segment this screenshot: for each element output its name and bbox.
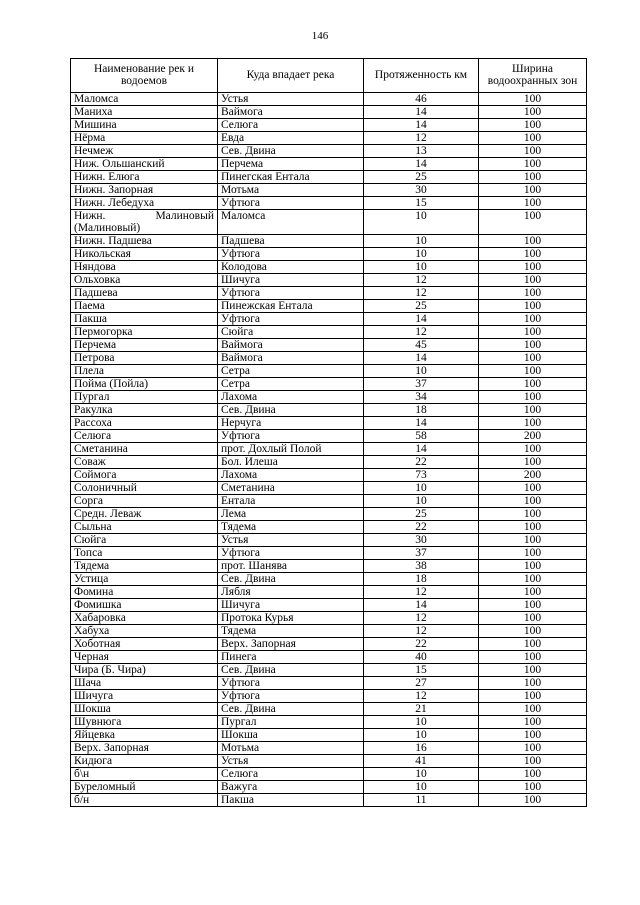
- cell-zone-width: 100: [479, 521, 587, 534]
- cell-river-name: Петрова: [71, 352, 218, 365]
- cell-length: 18: [364, 404, 479, 417]
- cell-outflow: Лахома: [218, 469, 364, 482]
- cell-zone-width: 100: [479, 274, 587, 287]
- cell-river-name: Соваж: [71, 456, 218, 469]
- table-row: [71, 599, 587, 612]
- cell-length: 40: [364, 651, 479, 664]
- cell-length: 12: [364, 287, 479, 300]
- header-zone-width: Ширина водоохранных зон: [479, 59, 587, 93]
- cell-zone-width: 100: [479, 794, 587, 807]
- cell-river-name: Буреломный: [71, 781, 218, 794]
- cell-outflow: Колодова: [218, 261, 364, 274]
- cell-length: 10: [364, 365, 479, 378]
- cell-outflow: Бол. Илеша: [218, 456, 364, 469]
- cell-length: 10: [364, 235, 479, 248]
- cell-river-name: Нижн. Лебедуха: [71, 197, 218, 210]
- cell-river-name: Няндова: [71, 261, 218, 274]
- table-row: [71, 119, 587, 132]
- table-row: [71, 197, 587, 210]
- cell-zone-width: 100: [479, 365, 587, 378]
- cell-river-name: Солоничный: [71, 482, 218, 495]
- cell-length: 38: [364, 560, 479, 573]
- cell-length: 22: [364, 521, 479, 534]
- cell-outflow: Важуга: [218, 781, 364, 794]
- cell-outflow: Ваймога: [218, 339, 364, 352]
- cell-outflow: Устья: [218, 93, 364, 106]
- cell-outflow: Сетра: [218, 378, 364, 391]
- cell-river-name: Верх. Запорная: [71, 742, 218, 755]
- cell-river-name: Пакша: [71, 313, 218, 326]
- table-row: [71, 521, 587, 534]
- page-number: 146: [311, 30, 329, 42]
- cell-outflow: Пинегская Ентала: [218, 171, 364, 184]
- table-row: [71, 391, 587, 404]
- table-row: [71, 352, 587, 365]
- cell-river-name: Соймога: [71, 469, 218, 482]
- cell-zone-width: 100: [479, 781, 587, 794]
- cell-outflow: прот. Шанява: [218, 560, 364, 573]
- cell-zone-width: 100: [479, 235, 587, 248]
- table-row: [71, 703, 587, 716]
- cell-zone-width: 100: [479, 339, 587, 352]
- cell-river-name: Сыльна: [71, 521, 218, 534]
- cell-outflow: Пургал: [218, 716, 364, 729]
- table-row: [71, 690, 587, 703]
- cell-zone-width: 100: [479, 119, 587, 132]
- cell-river-name: Маломса: [71, 93, 218, 106]
- cell-length: 14: [364, 599, 479, 612]
- cell-zone-width: 100: [479, 482, 587, 495]
- cell-length: 30: [364, 184, 479, 197]
- cell-zone-width: 100: [479, 729, 587, 742]
- cell-outflow: Сев. Двина: [218, 573, 364, 586]
- cell-length: 15: [364, 197, 479, 210]
- cell-length: 15: [364, 664, 479, 677]
- table-row: [71, 404, 587, 417]
- cell-zone-width: 100: [479, 703, 587, 716]
- cell-outflow: Пакша: [218, 794, 364, 807]
- cell-river-name: Сюйга: [71, 534, 218, 547]
- cell-length: 10: [364, 768, 479, 781]
- cell-river-name: Рассоха: [71, 417, 218, 430]
- cell-zone-width: 100: [479, 197, 587, 210]
- cell-length: 14: [364, 119, 479, 132]
- table-row: [71, 417, 587, 430]
- cell-length: 10: [364, 781, 479, 794]
- table-row: [71, 443, 587, 456]
- cell-zone-width: 100: [479, 313, 587, 326]
- cell-length: 14: [364, 106, 479, 119]
- table-row: [71, 326, 587, 339]
- cell-outflow: Сметанина: [218, 482, 364, 495]
- table-row: [71, 716, 587, 729]
- cell-zone-width: 100: [479, 378, 587, 391]
- table-row: [71, 132, 587, 145]
- cell-length: 16: [364, 742, 479, 755]
- cell-zone-width: 100: [479, 612, 587, 625]
- table-row: [71, 274, 587, 287]
- cell-length: 22: [364, 456, 479, 469]
- cell-river-name: Нижн. Падшева: [71, 235, 218, 248]
- cell-zone-width: 100: [479, 560, 587, 573]
- cell-outflow: Уфтюга: [218, 690, 364, 703]
- cell-zone-width: 100: [479, 599, 587, 612]
- cell-length: 27: [364, 677, 479, 690]
- cell-outflow: Пинега: [218, 651, 364, 664]
- cell-length: 37: [364, 547, 479, 560]
- cell-outflow: Пинежская Ентала: [218, 300, 364, 313]
- table-row: [71, 248, 587, 261]
- cell-zone-width: 100: [479, 300, 587, 313]
- cell-zone-width: 100: [479, 417, 587, 430]
- cell-zone-width: 100: [479, 158, 587, 171]
- cell-outflow: Маломса: [218, 210, 364, 235]
- cell-zone-width: 100: [479, 547, 587, 560]
- cell-river-name: Шокша: [71, 703, 218, 716]
- cell-river-name: Топса: [71, 547, 218, 560]
- table-body: [71, 93, 587, 807]
- cell-length: 12: [364, 326, 479, 339]
- cell-river-name: Маниха: [71, 106, 218, 119]
- table-row: [71, 210, 587, 235]
- table-row: [71, 365, 587, 378]
- table-row: [71, 456, 587, 469]
- cell-river-name: Паема: [71, 300, 218, 313]
- cell-outflow: Шокша: [218, 729, 364, 742]
- table-row: [71, 768, 587, 781]
- cell-zone-width: 100: [479, 261, 587, 274]
- cell-river-name: Кидюга: [71, 755, 218, 768]
- table-row: [71, 794, 587, 807]
- cell-length: 25: [364, 508, 479, 521]
- table-row: [71, 313, 587, 326]
- cell-river-name: Мишина: [71, 119, 218, 132]
- table-row: [71, 339, 587, 352]
- table-row: [71, 378, 587, 391]
- cell-zone-width: 100: [479, 716, 587, 729]
- cell-zone-width: 200: [479, 430, 587, 443]
- cell-length: 11: [364, 794, 479, 807]
- cell-zone-width: 100: [479, 210, 587, 235]
- cell-river-name: Ракулка: [71, 404, 218, 417]
- cell-outflow: Ваймога: [218, 352, 364, 365]
- table-row: [71, 145, 587, 158]
- table-row: [71, 547, 587, 560]
- cell-river-name: Чира (Б. Чира): [71, 664, 218, 677]
- cell-zone-width: 100: [479, 742, 587, 755]
- rivers-table: [70, 58, 587, 807]
- cell-zone-width: 100: [479, 352, 587, 365]
- cell-zone-width: 100: [479, 534, 587, 547]
- cell-outflow: Селюга: [218, 119, 364, 132]
- cell-length: 10: [364, 210, 479, 235]
- table-row: [71, 651, 587, 664]
- cell-length: 12: [364, 690, 479, 703]
- cell-zone-width: 100: [479, 456, 587, 469]
- cell-outflow: Падшева: [218, 235, 364, 248]
- cell-river-name: б/н: [71, 794, 218, 807]
- table-row: [71, 171, 587, 184]
- cell-length: 73: [364, 469, 479, 482]
- cell-length: 58: [364, 430, 479, 443]
- cell-zone-width: 100: [479, 287, 587, 300]
- cell-zone-width: 100: [479, 326, 587, 339]
- cell-outflow: Шичуга: [218, 274, 364, 287]
- cell-length: 12: [364, 274, 479, 287]
- cell-river-name: Нижн. Запорная: [71, 184, 218, 197]
- table-row: [71, 781, 587, 794]
- cell-length: 10: [364, 261, 479, 274]
- cell-outflow: Мотьма: [218, 184, 364, 197]
- table-row: [71, 261, 587, 274]
- cell-outflow: Уфтюга: [218, 287, 364, 300]
- cell-river-name: Хабуха: [71, 625, 218, 638]
- cell-outflow: Мотьма: [218, 742, 364, 755]
- cell-zone-width: 100: [479, 664, 587, 677]
- cell-river-name: Шувнюга: [71, 716, 218, 729]
- cell-length: 21: [364, 703, 479, 716]
- cell-river-name: Нижн. Елюга: [71, 171, 218, 184]
- cell-river-name: Фомишка: [71, 599, 218, 612]
- cell-zone-width: 100: [479, 171, 587, 184]
- cell-length: 14: [364, 417, 479, 430]
- cell-river-name: Шача: [71, 677, 218, 690]
- table-header: [71, 59, 587, 93]
- table-row: [71, 664, 587, 677]
- cell-length: 14: [364, 313, 479, 326]
- table-row: [71, 287, 587, 300]
- table-row: [71, 184, 587, 197]
- table-row: [71, 93, 587, 106]
- cell-river-name: Ольховка: [71, 274, 218, 287]
- table-row: [71, 560, 587, 573]
- cell-outflow: Уфтюга: [218, 547, 364, 560]
- cell-length: 12: [364, 132, 479, 145]
- cell-length: 14: [364, 352, 479, 365]
- cell-outflow: Лябля: [218, 586, 364, 599]
- cell-length: 10: [364, 495, 479, 508]
- table-row: [71, 612, 587, 625]
- cell-zone-width: 100: [479, 93, 587, 106]
- cell-river-name: Плела: [71, 365, 218, 378]
- table-row: [71, 677, 587, 690]
- cell-river-name: Средн. Леваж: [71, 508, 218, 521]
- cell-length: 45: [364, 339, 479, 352]
- cell-river-name: Фомина: [71, 586, 218, 599]
- cell-river-name: Хабаровка: [71, 612, 218, 625]
- cell-length: 46: [364, 93, 479, 106]
- cell-river-name: Нёрма: [71, 132, 218, 145]
- cell-river-name: Нижн. Малиновый (Малиновый): [71, 210, 218, 235]
- table-row: [71, 430, 587, 443]
- cell-river-name: Черная: [71, 651, 218, 664]
- cell-length: 34: [364, 391, 479, 404]
- cell-outflow: Ваймога: [218, 106, 364, 119]
- cell-length: 12: [364, 625, 479, 638]
- cell-length: 25: [364, 171, 479, 184]
- cell-length: 12: [364, 612, 479, 625]
- cell-river-name: Пойма (Пойла): [71, 378, 218, 391]
- cell-length: 37: [364, 378, 479, 391]
- cell-river-name: Устица: [71, 573, 218, 586]
- cell-length: 25: [364, 300, 479, 313]
- cell-outflow: Уфтюга: [218, 313, 364, 326]
- cell-zone-width: 100: [479, 651, 587, 664]
- cell-zone-width: 100: [479, 495, 587, 508]
- cell-outflow: Сев. Двина: [218, 145, 364, 158]
- cell-outflow: Ентала: [218, 495, 364, 508]
- cell-outflow: Сев. Двина: [218, 404, 364, 417]
- cell-length: 14: [364, 443, 479, 456]
- cell-outflow: Лема: [218, 508, 364, 521]
- cell-outflow: Верх. Запорная: [218, 638, 364, 651]
- table-row: [71, 755, 587, 768]
- cell-river-name: Перчема: [71, 339, 218, 352]
- cell-zone-width: 100: [479, 508, 587, 521]
- cell-outflow: Сетра: [218, 365, 364, 378]
- cell-zone-width: 100: [479, 573, 587, 586]
- cell-zone-width: 100: [479, 132, 587, 145]
- cell-river-name: Нечмеж: [71, 145, 218, 158]
- cell-river-name: Никольская: [71, 248, 218, 261]
- cell-zone-width: 100: [479, 677, 587, 690]
- cell-outflow: Устья: [218, 534, 364, 547]
- cell-river-name: Хоботная: [71, 638, 218, 651]
- cell-river-name: Яйцевка: [71, 729, 218, 742]
- cell-outflow: Уфтюга: [218, 248, 364, 261]
- cell-length: 13: [364, 145, 479, 158]
- cell-river-name: Падшева: [71, 287, 218, 300]
- table-row: [71, 235, 587, 248]
- cell-zone-width: 100: [479, 443, 587, 456]
- cell-length: 12: [364, 586, 479, 599]
- table-row: [71, 106, 587, 119]
- cell-zone-width: 100: [479, 184, 587, 197]
- cell-zone-width: 100: [479, 755, 587, 768]
- cell-outflow: Сев. Двина: [218, 664, 364, 677]
- cell-river-name: Селюга: [71, 430, 218, 443]
- table-row: [71, 625, 587, 638]
- cell-outflow: Лахома: [218, 391, 364, 404]
- cell-outflow: Сюйга: [218, 326, 364, 339]
- cell-river-name: Ниж. Ольшанский: [71, 158, 218, 171]
- cell-outflow: Устья: [218, 755, 364, 768]
- cell-outflow: Нерчуга: [218, 417, 364, 430]
- cell-zone-width: 100: [479, 404, 587, 417]
- cell-outflow: Евда: [218, 132, 364, 145]
- cell-river-name: б\н: [71, 768, 218, 781]
- table-row: [71, 300, 587, 313]
- cell-outflow: Уфтюга: [218, 430, 364, 443]
- table-row: [71, 158, 587, 171]
- cell-length: 22: [364, 638, 479, 651]
- table-row: [71, 469, 587, 482]
- cell-river-name: Шичуга: [71, 690, 218, 703]
- cell-zone-width: 100: [479, 248, 587, 261]
- cell-length: 10: [364, 482, 479, 495]
- cell-zone-width: 100: [479, 638, 587, 651]
- cell-outflow: Сев. Двина: [218, 703, 364, 716]
- cell-outflow: Селюга: [218, 768, 364, 781]
- cell-river-name: Пургал: [71, 391, 218, 404]
- cell-outflow: Тядема: [218, 625, 364, 638]
- cell-zone-width: 100: [479, 768, 587, 781]
- cell-outflow: Тядема: [218, 521, 364, 534]
- table-row: [71, 573, 587, 586]
- table-row: [71, 729, 587, 742]
- cell-zone-width: 100: [479, 391, 587, 404]
- cell-river-name: Сорга: [71, 495, 218, 508]
- table-row: [71, 482, 587, 495]
- cell-outflow: Перчема: [218, 158, 364, 171]
- cell-length: 10: [364, 729, 479, 742]
- cell-outflow: Уфтюга: [218, 197, 364, 210]
- header-row: [71, 59, 587, 93]
- cell-zone-width: 100: [479, 690, 587, 703]
- cell-river-name: Пермогорка: [71, 326, 218, 339]
- cell-zone-width: 200: [479, 469, 587, 482]
- cell-river-name: Тядема: [71, 560, 218, 573]
- cell-zone-width: 100: [479, 106, 587, 119]
- cell-outflow: Уфтюга: [218, 677, 364, 690]
- cell-length: 10: [364, 716, 479, 729]
- cell-length: 14: [364, 158, 479, 171]
- cell-river-name: Сметанина: [71, 443, 218, 456]
- cell-outflow: Шичуга: [218, 599, 364, 612]
- header-river-name: Наименование рек и водоемов: [71, 59, 218, 93]
- cell-length: 30: [364, 534, 479, 547]
- cell-length: 10: [364, 248, 479, 261]
- table-row: [71, 534, 587, 547]
- cell-zone-width: 100: [479, 145, 587, 158]
- header-outflow: Куда впадает река: [218, 59, 364, 93]
- header-length: Протяженность км: [364, 59, 479, 93]
- cell-length: 18: [364, 573, 479, 586]
- cell-length: 41: [364, 755, 479, 768]
- table-row: [71, 742, 587, 755]
- table-row: [71, 495, 587, 508]
- table-row: [71, 638, 587, 651]
- table-row: [71, 508, 587, 521]
- cell-zone-width: 100: [479, 586, 587, 599]
- cell-outflow: Протока Курья: [218, 612, 364, 625]
- cell-outflow: прот. Дохлый Полой: [218, 443, 364, 456]
- table-row: [71, 586, 587, 599]
- cell-zone-width: 100: [479, 625, 587, 638]
